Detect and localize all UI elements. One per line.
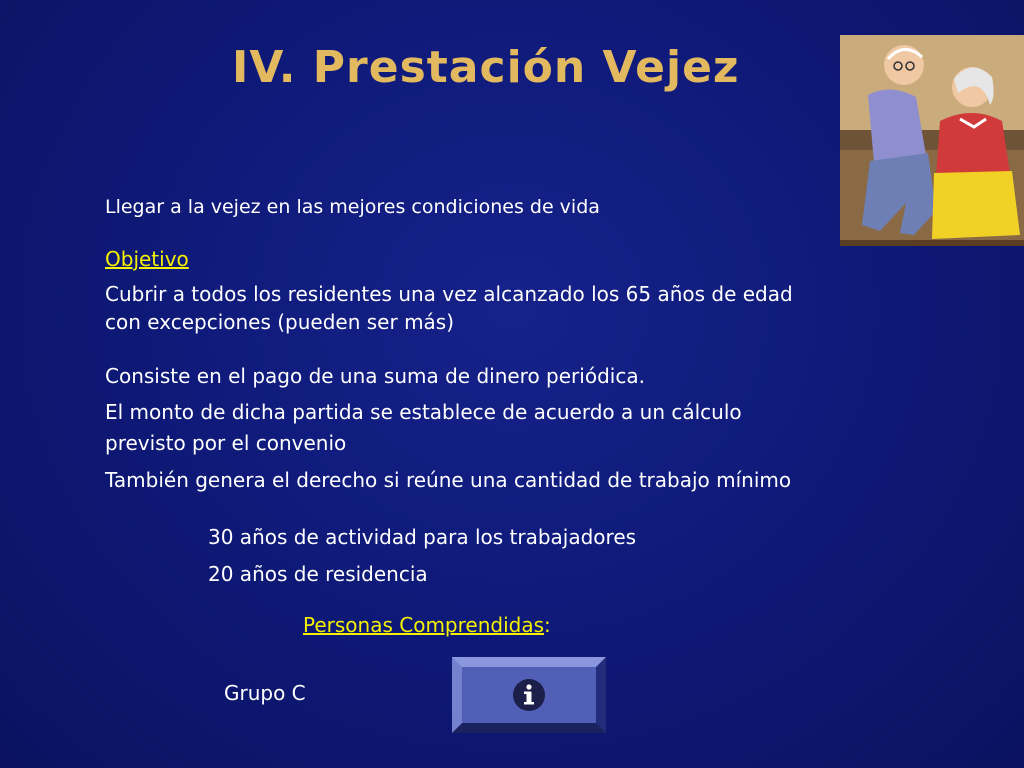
- requirement-residence: 20 años de residencia: [208, 562, 428, 586]
- persons-colon: :: [544, 613, 551, 637]
- persons-heading: [303, 611, 551, 639]
- amount-line-1: El monto de dicha partida se establece de acuerdo a un cálculo: [105, 400, 742, 424]
- info-icon: [512, 678, 546, 712]
- info-button[interactable]: [452, 657, 606, 733]
- objective-link[interactable]: Objetivo: [105, 247, 189, 271]
- consists-text: Consiste en el pago de una suma de dinero periódica.: [105, 364, 645, 388]
- objective-line-2: con excepciones (pueden ser más): [105, 310, 455, 334]
- objective-line-1: Cubrir a todos los residentes una vez alcanzado los 65 años de edad: [105, 282, 793, 306]
- slide-title: IV. Prestación Vejez: [232, 42, 740, 93]
- persons-link[interactable]: Personas Comprendidas: [303, 613, 545, 637]
- intro-text: Llegar a la vejez en las mejores condiciones de vida: [105, 196, 600, 218]
- group-label: Grupo C: [224, 681, 306, 705]
- amount-line-2: previsto por el convenio: [105, 431, 347, 455]
- elderly-couple-illustration: [840, 35, 1024, 246]
- requirement-activity: 30 años de actividad para los trabajadores: [208, 525, 637, 549]
- also-text: También genera el derecho si reúne una cantidad de trabajo mínimo: [105, 468, 792, 492]
